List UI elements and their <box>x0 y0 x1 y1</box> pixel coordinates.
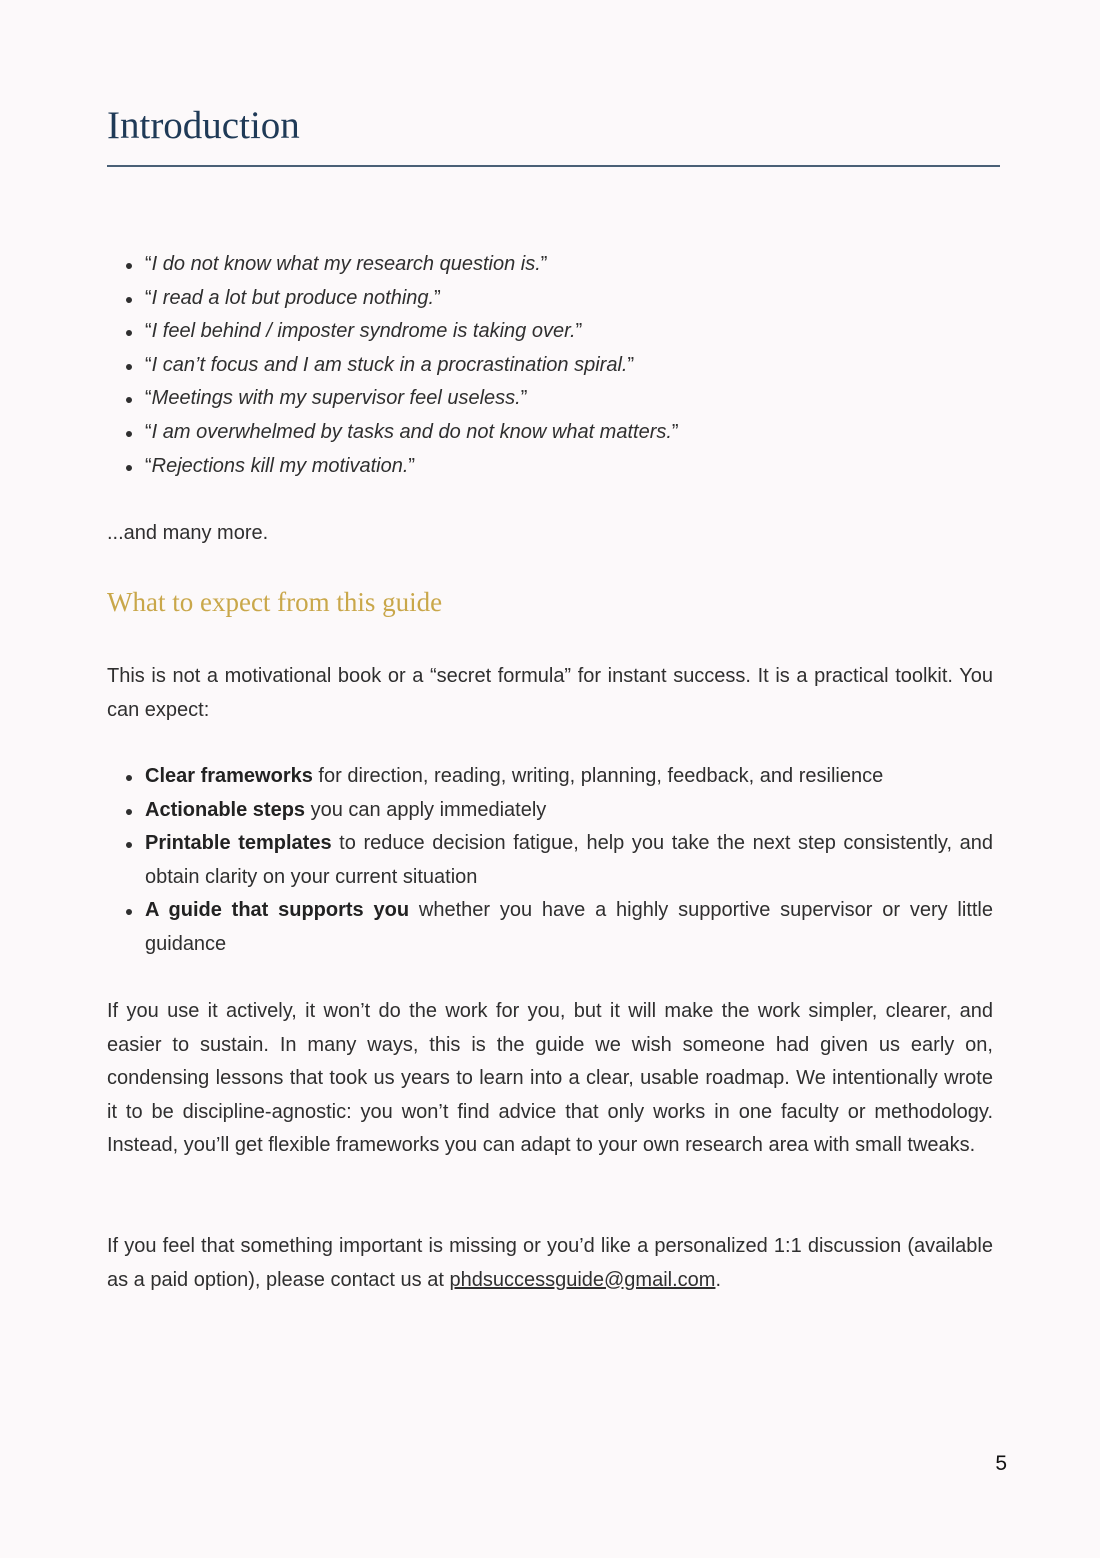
feature-title: Actionable steps <box>145 798 306 821</box>
page-number: 5 <box>995 1452 1007 1475</box>
feature-item <box>107 794 993 828</box>
bullet-icon <box>126 775 132 781</box>
feature-title: Printable templates <box>145 832 332 855</box>
quote-item: “Rejections kill my motivation.” <box>107 450 679 484</box>
title-divider <box>107 165 1000 167</box>
bullet-icon <box>126 330 132 336</box>
bullet-icon <box>126 809 132 815</box>
bullet-icon <box>126 909 132 915</box>
quote-item: “I feel behind / imposter syndrome is taking over.” <box>107 315 679 349</box>
quote-item: “I am overwhelmed by tasks and do not know what matters.” <box>107 416 679 450</box>
intro-paragraph: This is not a motivational book or a “secret formula” for instant success. It is a practical toolkit. You can expect: <box>107 665 993 721</box>
feature-text: to reduce decision fatigue, help you take the next step consistently, and obtain clarity on your current situation <box>145 832 993 888</box>
bullet-icon <box>126 364 132 370</box>
feature-text: whether you have a highly supportive supervisor or very little guidance <box>145 899 993 955</box>
bullet-icon <box>126 465 132 471</box>
bullet-icon <box>126 297 132 303</box>
and-more-text: ...and many more. <box>107 522 269 544</box>
email-link[interactable]: phdsuccessguide@gmail.com <box>449 1268 716 1291</box>
quote-item: “I can’t focus and I am stuck in a procrastination spiral.” <box>107 349 679 383</box>
feature-title: Clear frameworks <box>145 765 313 787</box>
bullet-icon <box>126 263 132 269</box>
bullet-icon <box>126 397 132 403</box>
feature-item <box>107 760 993 794</box>
feature-item <box>107 827 993 894</box>
usage-paragraph: If you use it actively, it won’t do the work for you, but it will make the work simpler, clearer, and easier to sustain. In many ways, this is the guide we wish someone had given us early on, condensing lessons that took us years to learn into a clear, usable roadmap. We intentionally wrote it to be discipline-agnostic: you won’t find advice that only works in one faculty or methodology. Instead, you’ll get flexible frameworks you can adapt to your own research area with small tweaks. <box>107 1000 993 1157</box>
feature-text: for direction, reading, writing, planning, feedback, and resilience <box>312 765 884 787</box>
feature-list <box>107 760 993 962</box>
feature-text: you can apply immediately <box>305 798 547 821</box>
page-title: Introduction <box>107 104 300 147</box>
bullet-icon <box>126 842 132 848</box>
bullet-icon <box>126 431 132 437</box>
quote-list <box>107 248 679 483</box>
section-heading: What to expect from this guide <box>107 587 443 617</box>
contact-paragraph: If you feel that something important is missing or you’d like a personalized 1:1 discussion (available as a paid option), please contact us at phdsuccessguide@gmail.com. <box>107 1235 993 1291</box>
feature-title: A guide that supports you <box>145 899 410 922</box>
quote-item: “I do not know what my research question is.” <box>107 248 679 282</box>
feature-item <box>107 894 993 961</box>
quote-item: “I read a lot but produce nothing.” <box>107 282 679 316</box>
quote-item: “Meetings with my supervisor feel useless.” <box>107 382 679 416</box>
